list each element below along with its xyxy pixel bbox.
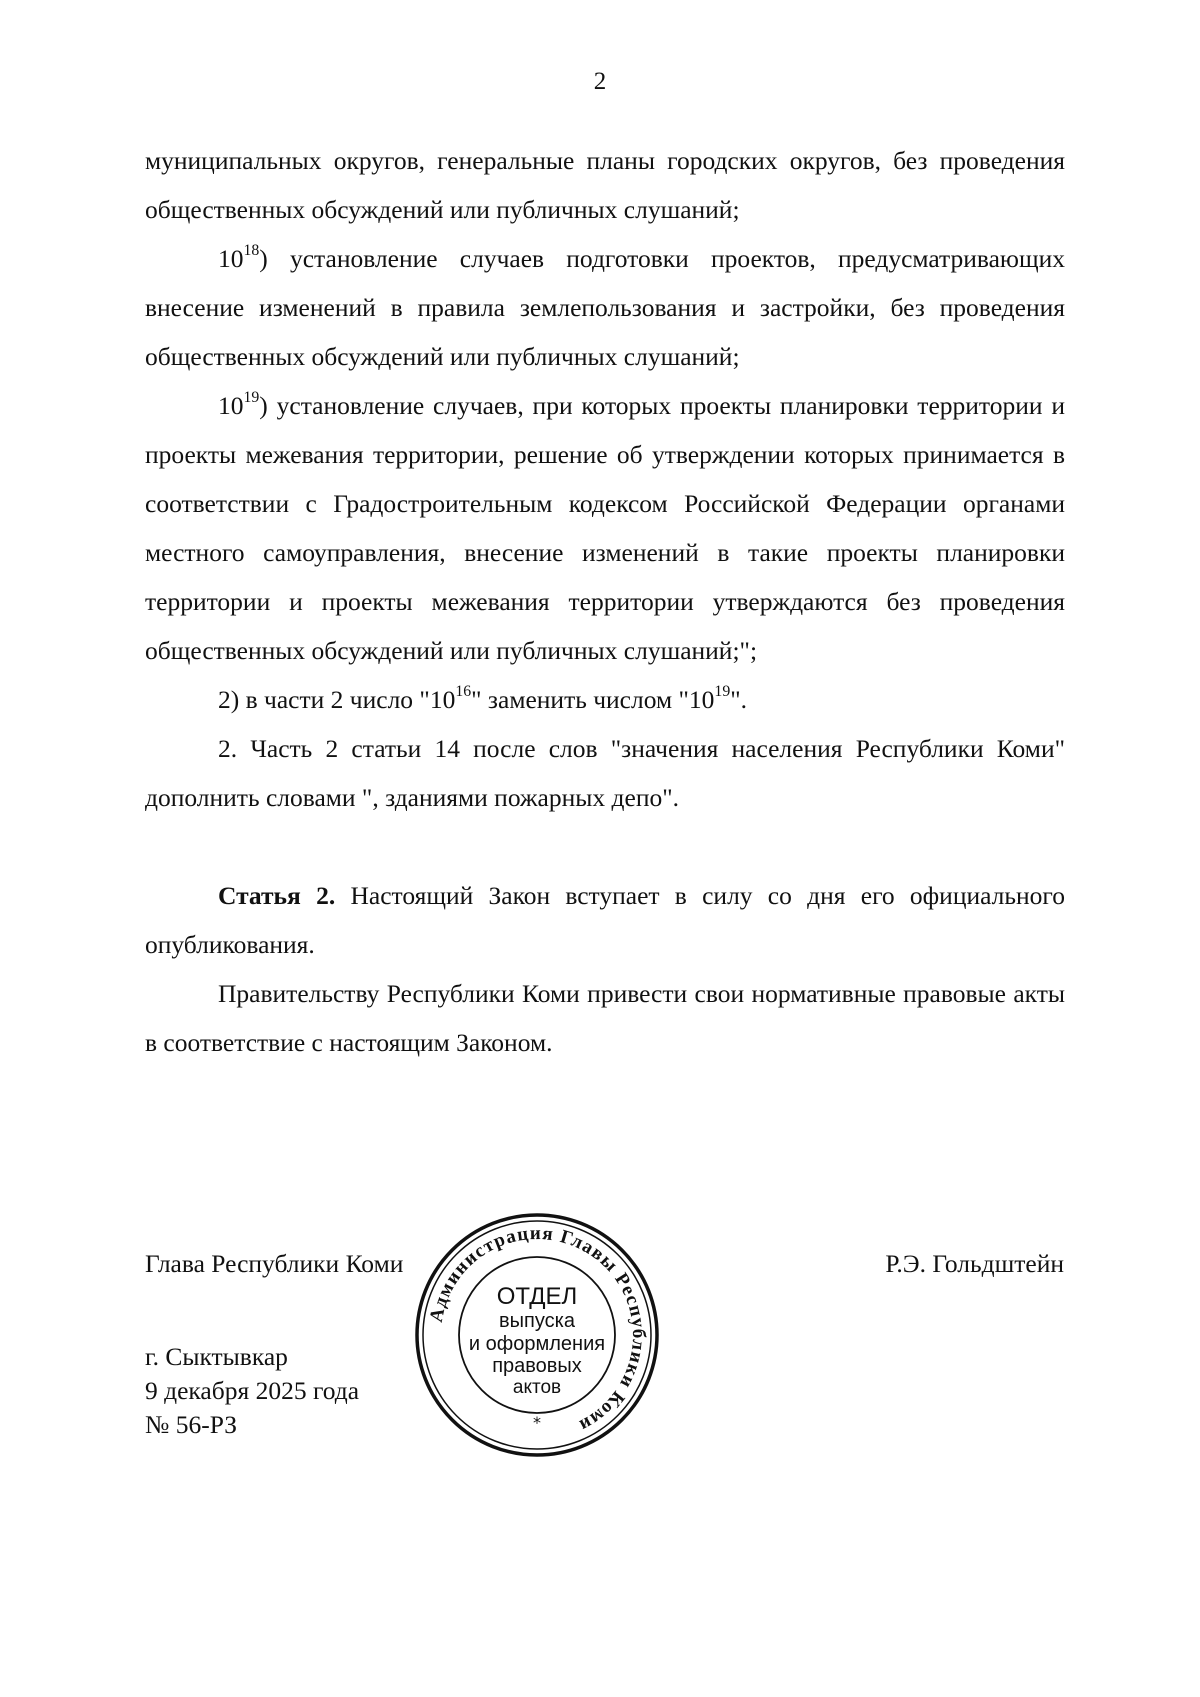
- law-number: № 56-РЗ: [145, 1410, 237, 1439]
- paragraph-continuation: муниципальных округов, генеральные планы городских округов, без проведения общественных обсуждений или публичных слушаний;: [145, 146, 1065, 224]
- svg-text:актов: актов: [512, 1377, 562, 1398]
- place-date-number: [145, 1340, 359, 1442]
- document-body: [145, 136, 1065, 1067]
- paragraph-item-10-18: [145, 234, 1065, 381]
- stamp-ring-text: Администрация Главы Республики Коми: [425, 1222, 650, 1437]
- paragraph-government-instruction: Правительству Республики Коми привести свои нормативные правовые акты в соответствие с настоящим Законом.: [145, 979, 1065, 1057]
- item-superscript: 19: [243, 389, 260, 407]
- official-stamp: [414, 1212, 660, 1458]
- paragraph-article-14-amendment: 2. Часть 2 статьи 14 после слов "значения населения Республики Коми" дополнить словами ", зданиями пожарных депо".: [145, 734, 1065, 812]
- item-text: ) установление случаев подготовки проектов, предусматривающих внесение изменений в правила землепользования и застройки, без проведения общественных обсуждений или публичных слушаний;: [145, 244, 1065, 371]
- svg-text:и оформления: и оформления: [468, 1333, 606, 1355]
- paragraph-article-2: Статья 2. Настоящий Закон вступает в силу со дня его официального опубликования.: [145, 881, 1065, 959]
- stamp-center-text: [469, 1283, 605, 1398]
- city: г. Сыктывкар: [145, 1342, 288, 1371]
- paragraph-part-2-replacement: 2) в части 2 число "$10^{16}$" заменить числом "$10^{19}$".: [218, 683, 748, 714]
- svg-text:выпуска: выпуска: [499, 1310, 575, 1332]
- signatory-name: Р.Э. Гольдштейн: [885, 1249, 1064, 1278]
- item-superscript: 18: [243, 242, 260, 260]
- svg-text:ОТДЕЛ: ОТДЕЛ: [496, 1283, 578, 1310]
- item-number: 10: [218, 244, 244, 273]
- article-heading: Статья 2.: [218, 881, 336, 910]
- page-number: 2: [593, 68, 607, 95]
- paragraph-item-10-19: [145, 381, 1065, 675]
- item-text: ) установление случаев, при которых проекты планировки территории и проекты межевания территории, решение об утверждении которых принимается в соответствии с Градостроительным кодексом Российской Федерации органами местного самоуправления, внесение изменений в такие проекты планировки территории и проекты межевания территории утверждаются без проведения общественных обсуждений или публичных слушаний;";: [145, 391, 1065, 665]
- svg-text:правовых: правовых: [492, 1355, 582, 1377]
- signatory-title: Глава Республики Коми: [145, 1249, 404, 1278]
- date: 9 декабря 2025 года: [145, 1376, 360, 1405]
- item-number: 10: [218, 391, 244, 420]
- stamp-star-icon: *: [533, 1413, 541, 1432]
